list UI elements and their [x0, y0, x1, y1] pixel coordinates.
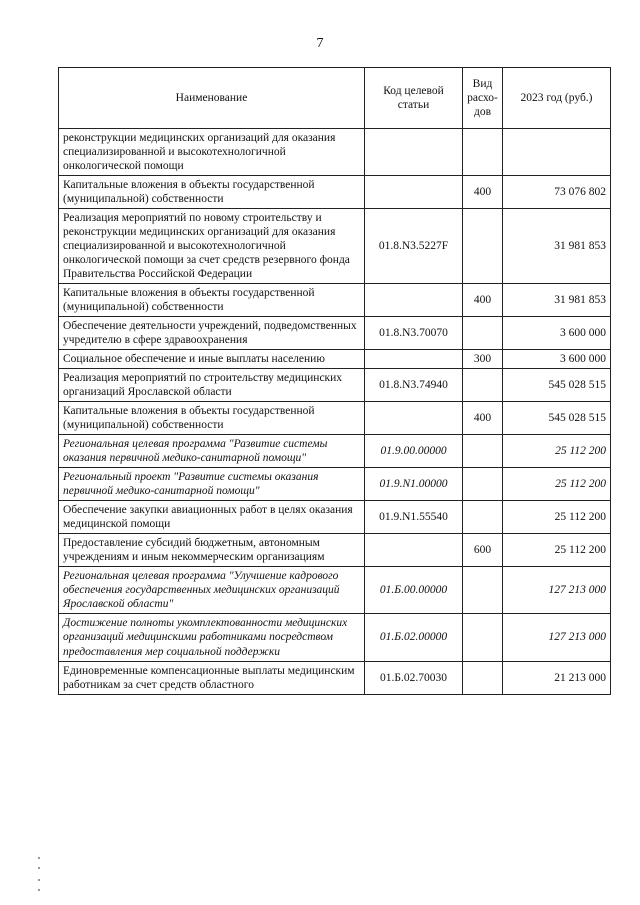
cell-amount: 31 981 853	[503, 284, 611, 317]
cell-type: 300	[463, 350, 503, 369]
cell-code	[365, 402, 463, 435]
cell-code: 01.Б.02.00000	[365, 614, 463, 661]
cell-code: 01.9.N1.00000	[365, 468, 463, 501]
table-row	[59, 567, 611, 614]
cell-code: 01.8.N3.74940	[365, 369, 463, 402]
cell-name: Социальное обеспечение и иные выплаты населению	[59, 350, 365, 369]
cell-type	[463, 317, 503, 350]
cell-type	[463, 614, 503, 661]
cell-code	[365, 534, 463, 567]
cell-type	[463, 661, 503, 694]
cell-type	[463, 567, 503, 614]
cell-amount	[503, 129, 611, 176]
budget-table	[58, 67, 611, 695]
cell-name: реконструкции медицинских организаций для оказания специализированной и высокотехнологичной онкологической помощи	[59, 129, 365, 176]
cell-code: 01.9.N1.55540	[365, 501, 463, 534]
cell-code: 01.9.00.00000	[365, 435, 463, 468]
cell-name: Реализация мероприятий по строительству медицинских организаций Ярославской области	[59, 369, 365, 402]
cell-name: Достижение полноты укомплектованности медицинских организаций медицинскими работниками посредством предоставления мер социальной поддержки	[59, 614, 365, 661]
cell-type: 400	[463, 284, 503, 317]
cell-amount: 25 112 200	[503, 534, 611, 567]
table-header-row	[59, 68, 611, 129]
cell-name: Капитальные вложения в объекты государственной (муниципальной) собственности	[59, 402, 365, 435]
cell-amount: 127 213 000	[503, 614, 611, 661]
cell-type	[463, 501, 503, 534]
cell-type: 600	[463, 534, 503, 567]
cell-code: 01.Б.00.00000	[365, 567, 463, 614]
cell-amount: 25 112 200	[503, 435, 611, 468]
header-code: Код целевой статьи	[365, 68, 463, 129]
cell-code: 01.Б.02.70030	[365, 661, 463, 694]
cell-name: Предоставление субсидий бюджетным, автономным учреждениям и иным некоммерческим организациям	[59, 534, 365, 567]
table-row	[59, 317, 611, 350]
cell-amount: 545 028 515	[503, 402, 611, 435]
table-body	[59, 129, 611, 695]
cell-name: Региональная целевая программа "Улучшение кадрового обеспечения государственных медицинских организаций Ярославской области"	[59, 567, 365, 614]
cell-amount: 3 600 000	[503, 317, 611, 350]
table-row	[59, 468, 611, 501]
cell-type	[463, 468, 503, 501]
cell-code: 01.8.N3.5227F	[365, 209, 463, 284]
cell-amount: 3 600 000	[503, 350, 611, 369]
cell-type	[463, 369, 503, 402]
cell-code	[365, 350, 463, 369]
cell-amount: 127 213 000	[503, 567, 611, 614]
cell-code	[365, 129, 463, 176]
cell-name: Реализация мероприятий по новому строительству и реконструкции медицинских организаций для оказания специализированной и высокотехнологичной онкологической помощи за счет средств резервного фонда Правительства Российской Федерации	[59, 209, 365, 284]
cell-type	[463, 435, 503, 468]
cell-name: Обеспечение деятельности учреждений, подведомственных учредителю в сфере здравоохранения	[59, 317, 365, 350]
cell-name: Капитальные вложения в объекты государственной (муниципальной) собственности	[59, 284, 365, 317]
header-name: Наименование	[59, 68, 365, 129]
table-row	[59, 534, 611, 567]
table-row	[59, 350, 611, 369]
table-row	[59, 402, 611, 435]
cell-name: Капитальные вложения в объекты государственной (муниципальной) собственности	[59, 176, 365, 209]
cell-type: 400	[463, 176, 503, 209]
table-row	[59, 284, 611, 317]
cell-amount: 545 028 515	[503, 369, 611, 402]
cell-code	[365, 176, 463, 209]
cell-amount: 31 981 853	[503, 209, 611, 284]
table-row	[59, 661, 611, 694]
table-row	[59, 501, 611, 534]
cell-code: 01.8.N3.70070	[365, 317, 463, 350]
header-type: Вид расхо-дов	[463, 68, 503, 129]
table-row	[59, 176, 611, 209]
cell-name: Единовременные компенсационные выплаты медицинским работникам за счет средств областного	[59, 661, 365, 694]
cell-amount: 21 213 000	[503, 661, 611, 694]
table-row	[59, 614, 611, 661]
cell-amount: 73 076 802	[503, 176, 611, 209]
margin-marks	[38, 855, 44, 895]
cell-amount: 25 112 200	[503, 501, 611, 534]
cell-name: Региональный проект "Развитие системы оказания первичной медико-санитарной помощи"	[59, 468, 365, 501]
cell-type: 400	[463, 402, 503, 435]
header-amount: 2023 год (руб.)	[503, 68, 611, 129]
page-number: 7	[316, 36, 324, 51]
cell-amount: 25 112 200	[503, 468, 611, 501]
table-row	[59, 369, 611, 402]
table-row	[59, 435, 611, 468]
table-row	[59, 209, 611, 284]
cell-type	[463, 129, 503, 176]
cell-type	[463, 209, 503, 284]
cell-code	[365, 284, 463, 317]
cell-name: Региональная целевая программа "Развитие системы оказания первичной медико-санитарной помощи"	[59, 435, 365, 468]
cell-name: Обеспечение закупки авиационных работ в целях оказания медицинской помощи	[59, 501, 365, 534]
table-row	[59, 129, 611, 176]
